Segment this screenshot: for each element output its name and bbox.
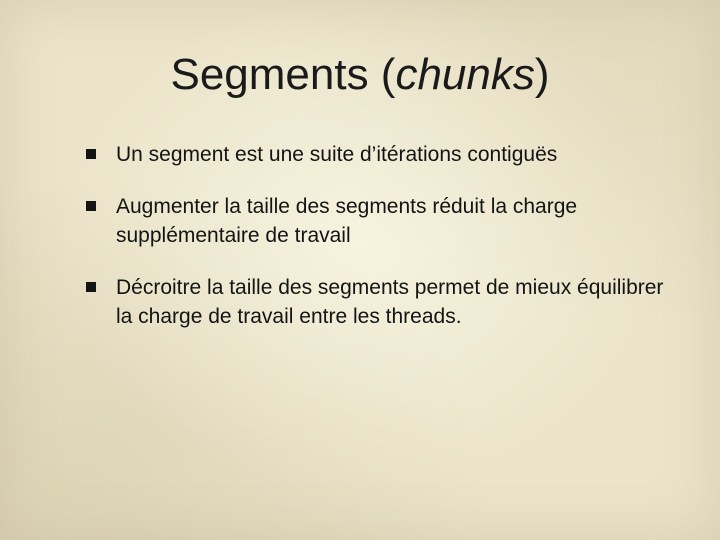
slide-title [0, 48, 720, 102]
title-main: Segments ( [170, 50, 396, 99]
bullet-text: Décroitre la taille des segments permet de mieux équilibrer la charge de travail entre les threads. [116, 276, 664, 328]
bullet-item [86, 140, 666, 169]
bullet-item [86, 273, 666, 331]
square-bullet-icon [86, 201, 96, 211]
bullet-text: Augmenter la taille des segments réduit la charge supplémentaire de travail [116, 195, 578, 247]
title-close: ) [534, 50, 550, 99]
title-italic: chunks [395, 50, 535, 99]
bullet-text: Un segment est une suite d’itérations contiguës [116, 143, 558, 166]
bullet-item [86, 192, 666, 250]
square-bullet-icon [86, 282, 96, 292]
square-bullet-icon [86, 149, 96, 159]
bullet-list [86, 140, 666, 354]
